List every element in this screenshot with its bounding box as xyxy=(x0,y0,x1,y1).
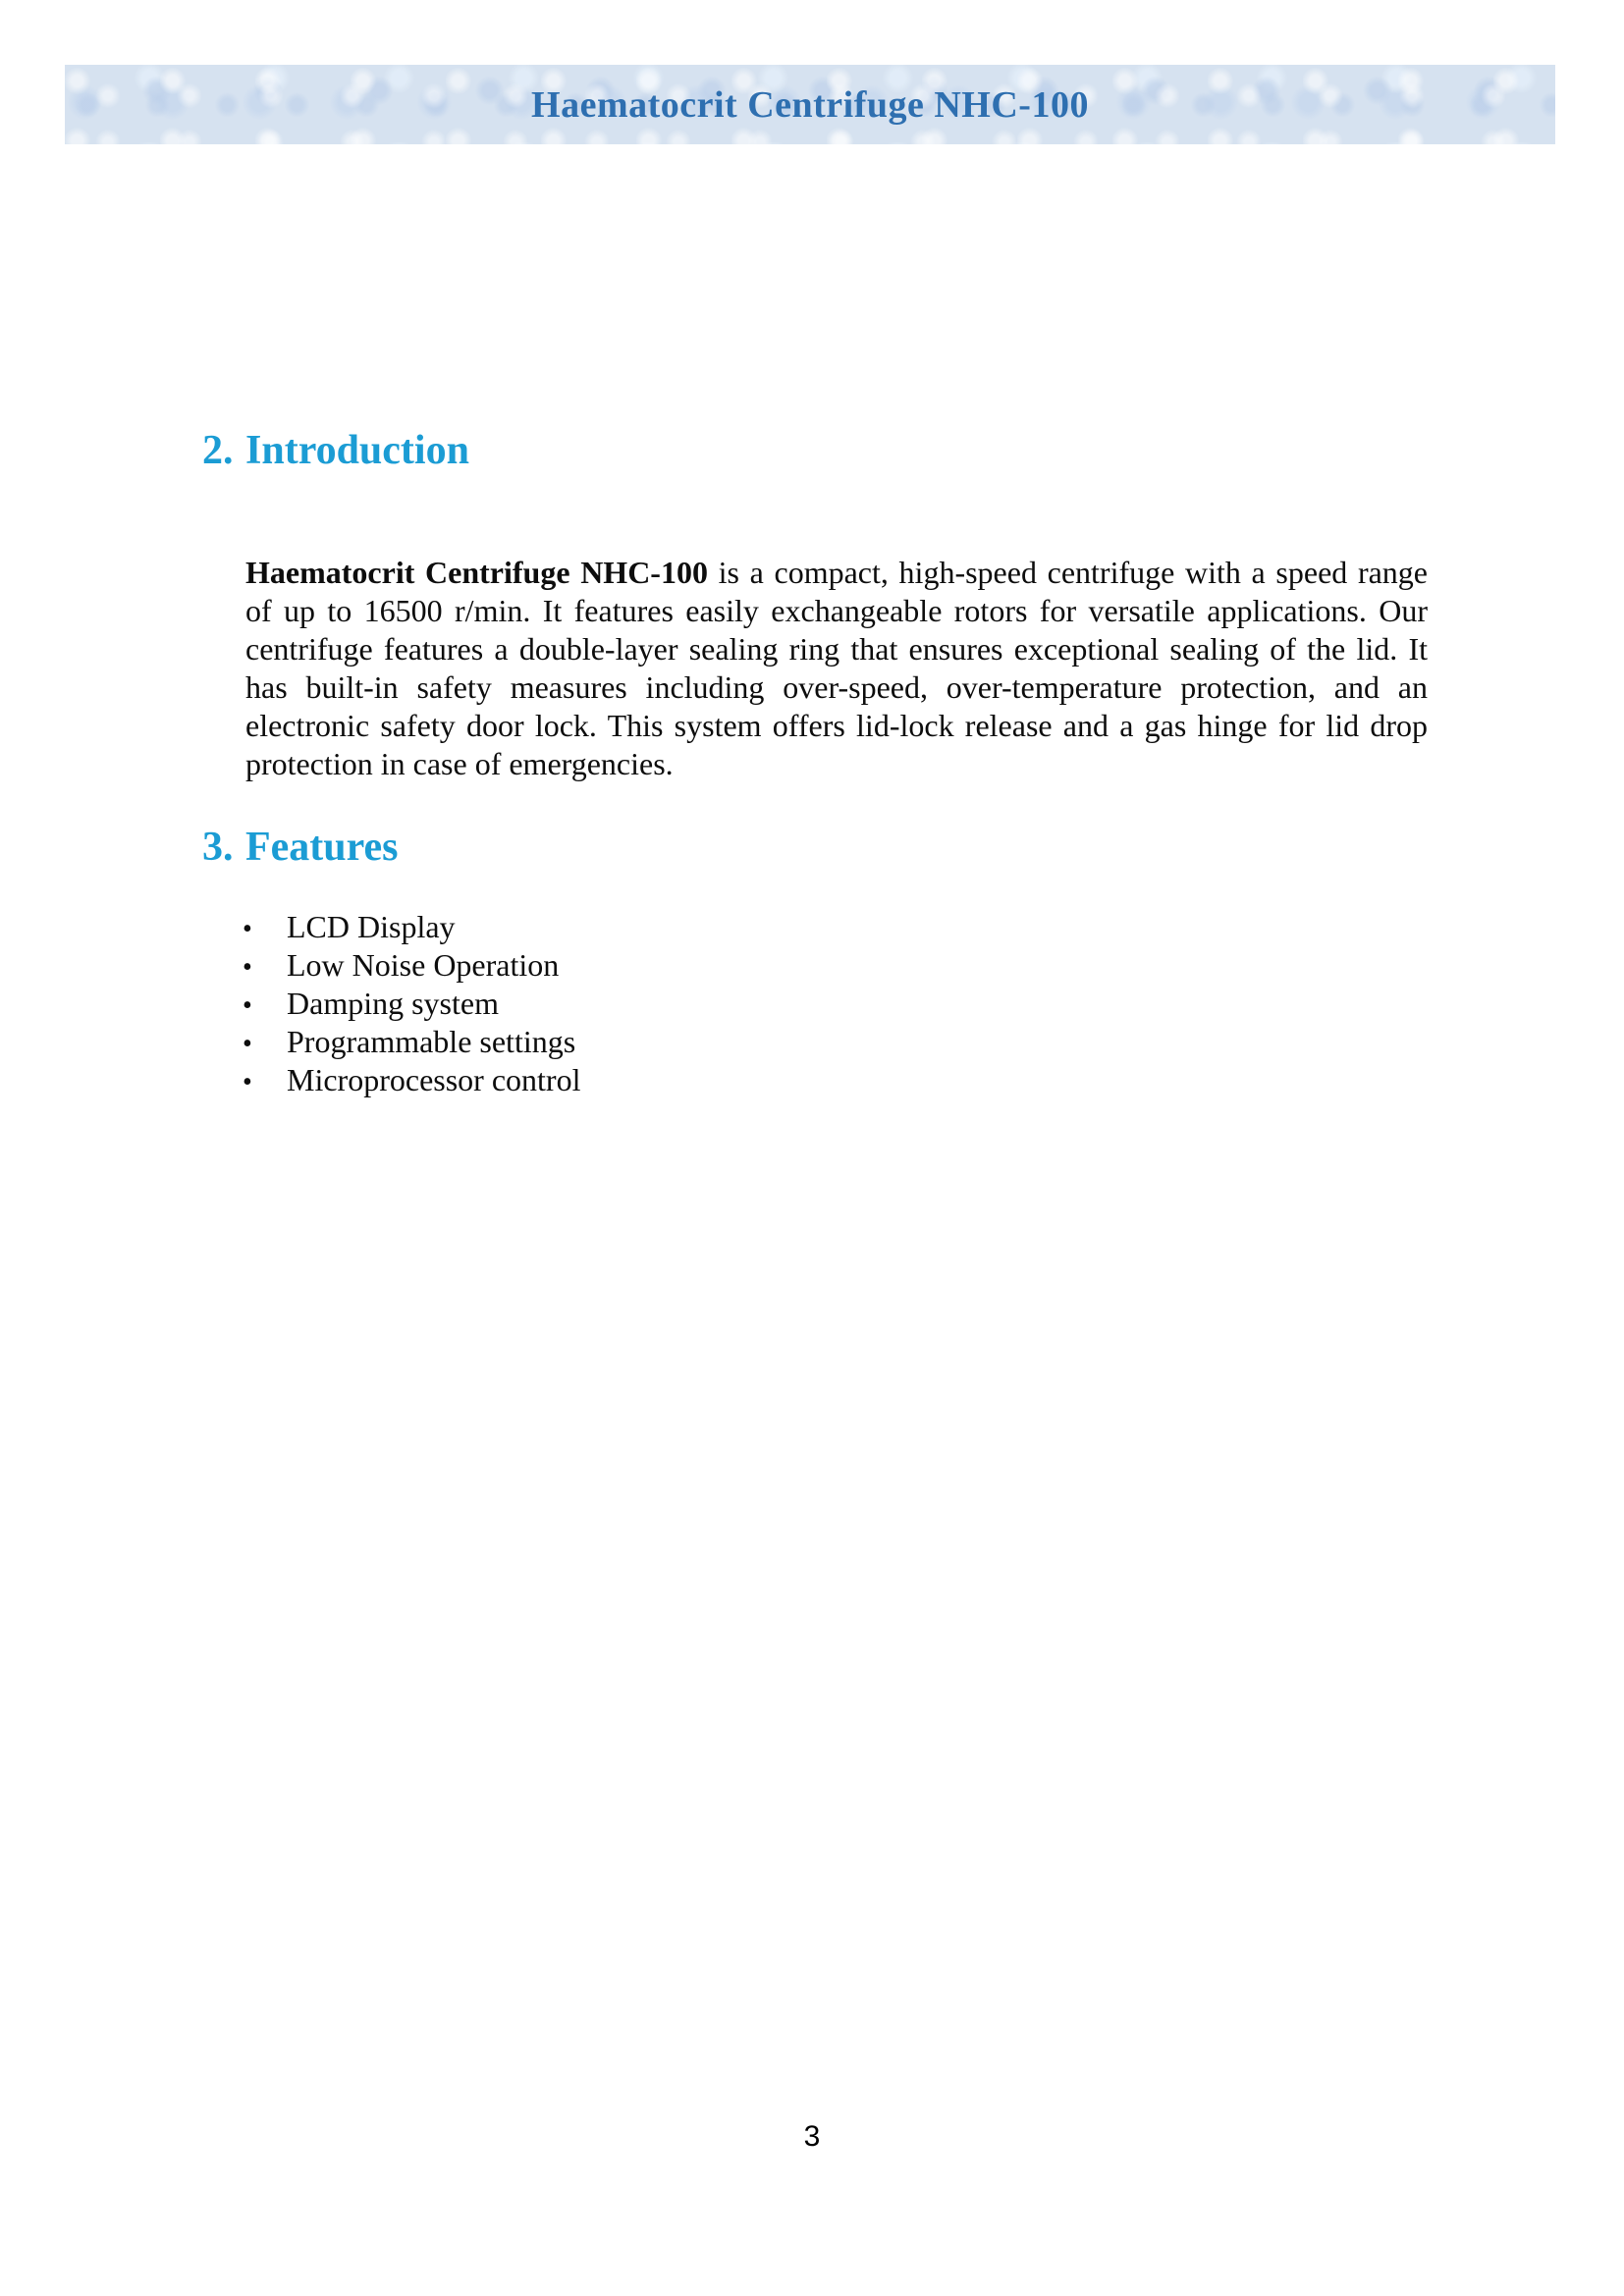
feature-label: Low Noise Operation xyxy=(287,947,560,983)
bullet-icon: • xyxy=(243,990,252,1021)
feature-label: Damping system xyxy=(287,986,499,1021)
bullet-icon: • xyxy=(243,1029,252,1059)
section-title: Features xyxy=(245,825,399,870)
list-item xyxy=(243,908,580,946)
product-name-bold: Haematocrit Centrifuge NHC-100 xyxy=(245,555,708,590)
feature-label: Microprocessor control xyxy=(287,1062,581,1097)
introduction-paragraph xyxy=(245,554,1428,783)
section-heading-features xyxy=(202,825,399,870)
list-item xyxy=(243,1061,580,1099)
introduction-body-text: is a compact, high-speed centrifuge with a speed range of up to 16500 r/min. It features easily exchangeable rotors for versatile applications. Our centrifuge features a double-layer sealing ring that ensures exceptional sealing of the lid. It has built-in safety measures including over-speed, over-temperature protection, and an electronic safety door lock. This system offers lid-lock release and a gas hinge for lid drop protection in case of emergencies. xyxy=(245,555,1429,781)
features-list xyxy=(243,908,580,1099)
list-item xyxy=(243,946,580,985)
bullet-icon: • xyxy=(243,1067,252,1097)
feature-label: LCD Display xyxy=(287,909,456,944)
feature-label: Programmable settings xyxy=(287,1024,576,1059)
page-number: 3 xyxy=(803,2120,821,2153)
bullet-icon: • xyxy=(243,952,252,983)
section-number: 3. xyxy=(202,825,234,870)
section-heading-introduction xyxy=(202,428,469,473)
list-item xyxy=(243,1023,580,1061)
header-banner xyxy=(65,65,1555,144)
document-title: Haematocrit Centrifuge NHC-100 xyxy=(531,83,1089,126)
section-title: Introduction xyxy=(245,428,469,473)
list-item xyxy=(243,985,580,1023)
section-number: 2. xyxy=(202,428,234,473)
bullet-icon: • xyxy=(243,914,252,944)
